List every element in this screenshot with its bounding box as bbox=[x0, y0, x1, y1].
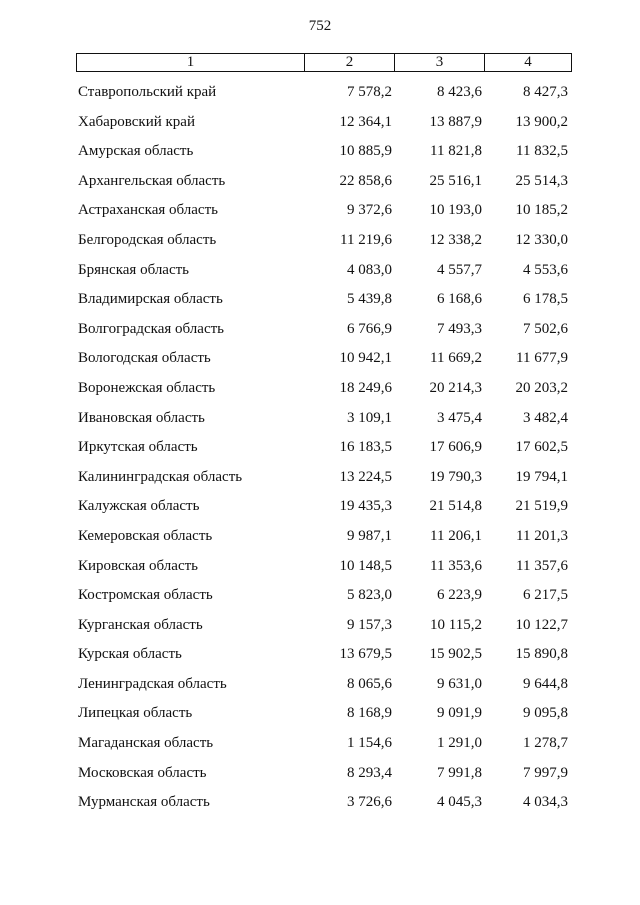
region-name: Магаданская область bbox=[78, 735, 214, 752]
value-col-3: 6 223,9 bbox=[437, 587, 482, 604]
table-row bbox=[0, 465, 640, 495]
value-col-3: 11 206,1 bbox=[430, 527, 482, 544]
region-name: Хабаровский край bbox=[78, 113, 195, 130]
value-col-2: 11 219,6 bbox=[340, 231, 392, 248]
value-col-2: 10 942,1 bbox=[339, 350, 392, 367]
value-col-3: 11 669,2 bbox=[430, 350, 482, 367]
table-row bbox=[0, 376, 640, 406]
value-col-2: 10 885,9 bbox=[339, 143, 392, 160]
value-col-4: 11 357,6 bbox=[516, 557, 568, 574]
region-name: Калининградская область bbox=[78, 468, 243, 485]
value-col-3: 10 115,2 bbox=[430, 616, 482, 633]
value-col-3: 7 493,3 bbox=[437, 320, 482, 337]
value-col-4: 9 095,8 bbox=[523, 705, 568, 722]
value-col-3: 10 193,0 bbox=[429, 202, 482, 219]
value-col-4: 4 553,6 bbox=[523, 261, 568, 278]
table-row bbox=[0, 435, 640, 465]
value-col-2: 13 224,5 bbox=[339, 468, 392, 485]
table-row bbox=[0, 672, 640, 702]
value-col-3: 25 516,1 bbox=[429, 172, 482, 189]
region-name: Липецкая область bbox=[78, 705, 193, 722]
table-row bbox=[0, 494, 640, 524]
region-name: Архангельская область bbox=[78, 172, 226, 189]
region-name: Ивановская область bbox=[78, 409, 205, 426]
value-col-3: 9 091,9 bbox=[437, 705, 482, 722]
value-col-2: 10 148,5 bbox=[339, 557, 392, 574]
value-col-4: 12 330,0 bbox=[515, 231, 568, 248]
value-col-2: 9 157,3 bbox=[347, 616, 392, 633]
table-row bbox=[0, 701, 640, 731]
region-name: Ставропольский край bbox=[78, 84, 217, 100]
value-col-4: 10 185,2 bbox=[515, 202, 568, 219]
table-row bbox=[0, 346, 640, 376]
value-col-3: 4 045,3 bbox=[437, 794, 482, 811]
region-name: Вологодская область bbox=[78, 350, 211, 367]
region-name: Астраханская область bbox=[78, 202, 218, 219]
value-col-2: 4 083,0 bbox=[347, 261, 392, 278]
region-name: Мурманская область bbox=[78, 794, 210, 811]
value-col-4: 25 514,3 bbox=[515, 172, 568, 189]
value-col-2: 18 249,6 bbox=[339, 379, 392, 396]
value-col-3: 3 475,4 bbox=[437, 409, 482, 426]
value-col-3: 11 353,6 bbox=[430, 557, 482, 574]
table-header bbox=[76, 53, 572, 72]
value-col-4: 21 519,9 bbox=[515, 498, 568, 515]
region-name: Волгоградская область bbox=[78, 320, 224, 337]
table-row bbox=[0, 642, 640, 672]
value-col-3: 15 902,5 bbox=[429, 646, 482, 663]
table-row bbox=[0, 731, 640, 761]
value-col-2: 5 823,0 bbox=[347, 587, 392, 604]
value-col-2: 3 726,6 bbox=[347, 794, 392, 811]
value-col-3: 7 991,8 bbox=[437, 764, 482, 781]
region-name: Кемеровская область bbox=[78, 527, 213, 544]
value-col-3: 1 291,0 bbox=[437, 735, 482, 752]
value-col-4: 19 794,1 bbox=[515, 468, 568, 485]
value-col-2: 12 364,1 bbox=[339, 113, 392, 130]
value-col-2: 13 679,5 bbox=[339, 646, 392, 663]
table-row bbox=[0, 110, 640, 140]
table-row bbox=[0, 583, 640, 613]
value-col-4: 6 178,5 bbox=[523, 291, 568, 308]
value-col-4: 13 900,2 bbox=[515, 113, 568, 130]
value-col-3: 4 557,7 bbox=[437, 261, 482, 278]
value-col-4: 1 278,7 bbox=[523, 735, 568, 752]
header-col-3: 3 bbox=[395, 54, 485, 71]
value-col-4: 10 122,7 bbox=[515, 616, 568, 633]
value-col-4: 11 677,9 bbox=[516, 350, 568, 367]
table-row bbox=[0, 258, 640, 288]
region-name: Владимирская область bbox=[78, 291, 223, 308]
value-col-3: 17 606,9 bbox=[429, 439, 482, 456]
value-col-4: 4 034,3 bbox=[523, 794, 568, 811]
region-name: Ленинградская область bbox=[78, 675, 227, 692]
region-name: Московская область bbox=[78, 764, 207, 781]
value-col-2: 5 439,8 bbox=[347, 291, 392, 308]
value-col-2: 9 372,6 bbox=[347, 202, 392, 219]
table-row bbox=[0, 80, 640, 110]
region-name: Воронежская область bbox=[78, 379, 216, 396]
table-row bbox=[0, 139, 640, 169]
value-col-3: 11 821,8 bbox=[430, 143, 482, 160]
region-name: Курская область bbox=[78, 646, 182, 663]
value-col-4: 7 502,6 bbox=[523, 320, 568, 337]
region-name: Курганская область bbox=[78, 616, 203, 633]
value-col-3: 9 631,0 bbox=[437, 675, 482, 692]
value-col-2: 8 293,4 bbox=[347, 764, 392, 781]
region-name: Брянская область bbox=[78, 261, 190, 278]
table-row bbox=[0, 228, 640, 258]
value-col-2: 22 858,6 bbox=[339, 172, 392, 189]
value-col-3: 12 338,2 bbox=[429, 231, 482, 248]
value-col-2: 8 065,6 bbox=[347, 675, 392, 692]
table-row bbox=[0, 287, 640, 317]
value-col-2: 6 766,9 bbox=[347, 320, 392, 337]
value-col-2: 8 168,9 bbox=[347, 705, 392, 722]
region-name: Кировская область bbox=[78, 557, 199, 574]
value-col-3: 8 423,6 bbox=[437, 84, 482, 100]
value-col-3: 13 887,9 bbox=[429, 113, 482, 130]
value-col-2: 9 987,1 bbox=[347, 527, 392, 544]
table-row bbox=[0, 317, 640, 347]
header-col-2: 2 bbox=[305, 54, 395, 71]
value-col-4: 20 203,2 bbox=[515, 379, 568, 396]
value-col-4: 17 602,5 bbox=[515, 439, 568, 456]
region-name: Иркутская область bbox=[78, 439, 198, 456]
table-row bbox=[0, 790, 640, 820]
value-col-2: 7 578,2 bbox=[347, 84, 392, 100]
value-col-4: 3 482,4 bbox=[523, 409, 568, 426]
value-col-3: 21 514,8 bbox=[429, 498, 482, 515]
table-row bbox=[0, 761, 640, 791]
value-col-4: 7 997,9 bbox=[523, 764, 568, 781]
table-row bbox=[0, 169, 640, 199]
value-col-3: 20 214,3 bbox=[429, 379, 482, 396]
header-col-1: 1 bbox=[77, 54, 305, 71]
region-name: Амурская область bbox=[78, 143, 194, 160]
value-col-2: 16 183,5 bbox=[339, 439, 392, 456]
region-name: Калужская область bbox=[78, 498, 200, 515]
table-row bbox=[0, 613, 640, 643]
value-col-2: 3 109,1 bbox=[347, 409, 392, 426]
value-col-4: 9 644,8 bbox=[523, 675, 568, 692]
value-col-4: 11 832,5 bbox=[516, 143, 568, 160]
table-row bbox=[0, 406, 640, 436]
region-name: Белгородская область bbox=[78, 231, 217, 248]
header-col-4: 4 bbox=[524, 54, 532, 70]
value-col-3: 6 168,6 bbox=[437, 291, 482, 308]
page-number: 752 bbox=[308, 18, 332, 34]
value-col-4: 15 890,8 bbox=[515, 646, 568, 663]
value-col-4: 6 217,5 bbox=[523, 587, 568, 604]
value-col-2: 19 435,3 bbox=[339, 498, 392, 515]
region-name: Костромская область bbox=[78, 587, 213, 604]
table-row bbox=[0, 554, 640, 584]
value-col-4: 11 201,3 bbox=[516, 527, 568, 544]
value-col-3: 19 790,3 bbox=[429, 468, 482, 485]
table-row bbox=[0, 524, 640, 554]
value-col-4: 8 427,3 bbox=[523, 84, 568, 100]
table-row bbox=[0, 198, 640, 228]
value-col-2: 1 154,6 bbox=[347, 735, 392, 752]
table-body bbox=[0, 80, 640, 820]
